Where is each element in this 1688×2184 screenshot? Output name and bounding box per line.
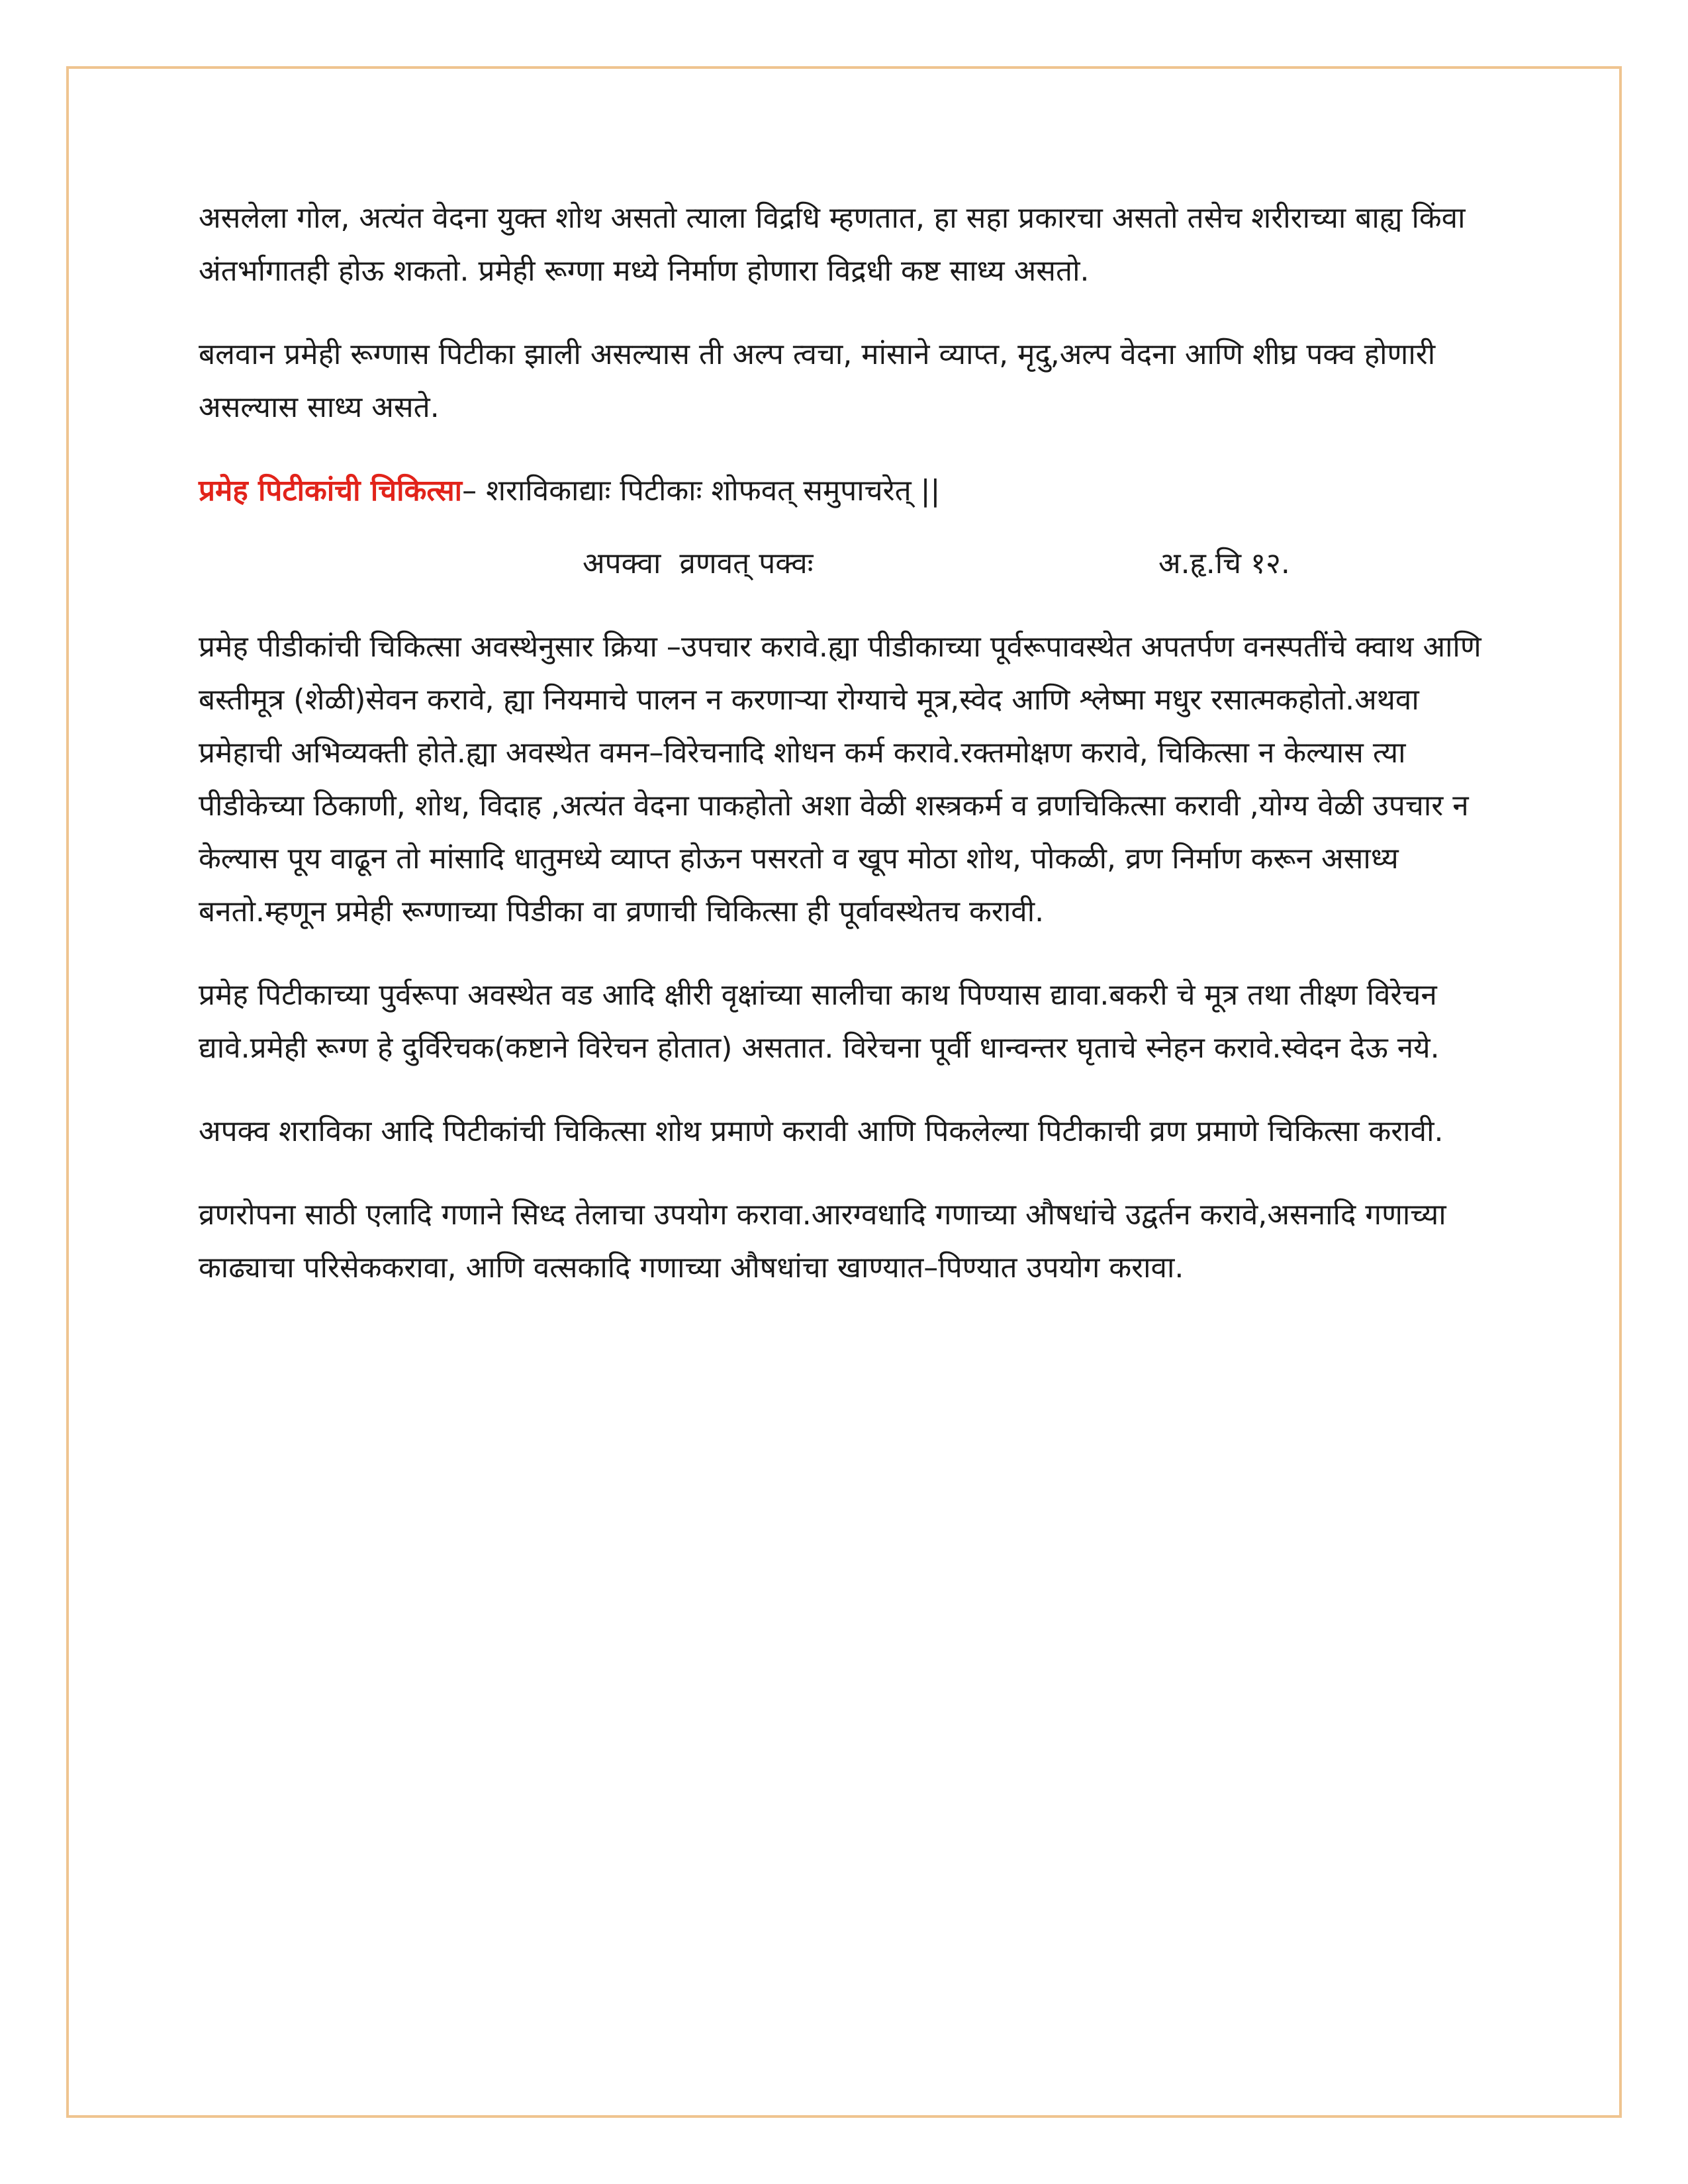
section-heading <box>199 465 1509 518</box>
paragraph-purvarupa: प्रमेह पिटीकाच्या पुर्वरूपा अवस्थेत वड आदि क्षीरी वृक्षांच्या सालीचा काथ पिण्यास द्यावा.बकरी चे मूत्र तथा तीक्ष्ण विरेचन द्यावे.प्रमेही रूग्ण हे दुर्विरेचक(कष्टाने विरेचन होतात) असतात. विरेचना पूर्वी धान्वन्तर घृताचे स्नेहन करावे.स्वेदन देऊ नये. <box>199 978 1440 1065</box>
paragraph-apakva: अपक्व शराविका आदि पिटीकांची चिकित्सा शोथ प्रमाणे करावी आणि पिकलेल्या पिटीकाची व्रण प्रमाणे चिकित्सा करावी. <box>199 1115 1444 1148</box>
verse-line <box>199 537 1509 590</box>
paragraph-vidradhi: असलेला गोल, अत्यंत वेदना युक्त शोथ असतो त्याला विद्रधि म्हणतात, हा सहा प्रकारचा असतो तसेच शरीराच्या बाह्य किंवा अंतर्भागातही होऊ शकतो. प्रमेही रूग्णा मध्ये निर्माण होणारा विद्रधी कष्ट साध्य असतो. <box>199 201 1466 288</box>
verse-reference: अ.हृ.चि १२. <box>1158 547 1290 580</box>
section-heading-verse: – शराविकाद्याः पिटीकाः शोफवत् समुपाचरेत् || <box>462 474 941 508</box>
paragraph-chikitsa: प्रमेह पीडीकांची चिकित्सा अवस्थेनुसार क्रिया –उपचार करावे.ह्या पीडीकाच्या पूर्वरूपावस्थेत अपतर्पण वनस्पतींचे क्वाथ आणि बस्तीमूत्र (शेळी)सेवन करावे, ह्या नियमाचे पालन न करणाऱ्या रोग्याचे मूत्र,स्वेद आणि श्लेष्मा मधुर रसात्मकहोतो.अथवा प्रमेहाची अभिव्यक्ती होते.ह्या अवस्थेत वमन–विरेचनादि शोधन कर्म करावे.रक्तमोक्षण करावे, चिकित्सा न केल्यास त्या पीडीकेच्या ठिकाणी, शोथ, विदाह ,अत्यंत वेदना पाकहोतो अशा वेळी शस्त्रकर्म व व्रणचिकित्सा करावी ,योग्य वेळी उपचार न केल्यास पूय वाढून तो मांसादि धातुमध्ये व्याप्त होऊन पसरतो व खूप मोठा शोथ, पोकळी, व्रण निर्माण करून असाध्य बनतो.म्हणून प्रमेही रूग्णाच्या पिडीका वा व्रणाची चिकित्सा ही पूर्वावस्थेतच करावी. <box>199 630 1481 929</box>
verse-text: अपक्वा व्रणवत् पक्वः <box>583 547 814 580</box>
paragraph-vranaropana: व्रणरोपना साठी एलादि गणाने सिध्द तेलाचा उपयोग करावा.आरग्वधादि गणाच्या औषधांचे उद्वर्तन करावे,असनादि गणाच्या काढ्याचा परिसेककरावा, आणि वत्सकादि गणाच्या औषधांचा खाण्यात–पिण्यात उपयोग करावा. <box>199 1198 1446 1285</box>
section-heading-label: प्रमेह पिटीकांची चिकित्सा <box>199 474 463 508</box>
document-body <box>199 192 1509 1325</box>
paragraph-pitika-sadhya: बलवान प्रमेही रूग्णास पिटीका झाली असल्यास ती अल्प त्वचा, मांसाने व्याप्त, मृदु,अल्प वेदना आणि शीघ्र पक्व होणारी असल्यास साध्य असते. <box>199 338 1436 424</box>
